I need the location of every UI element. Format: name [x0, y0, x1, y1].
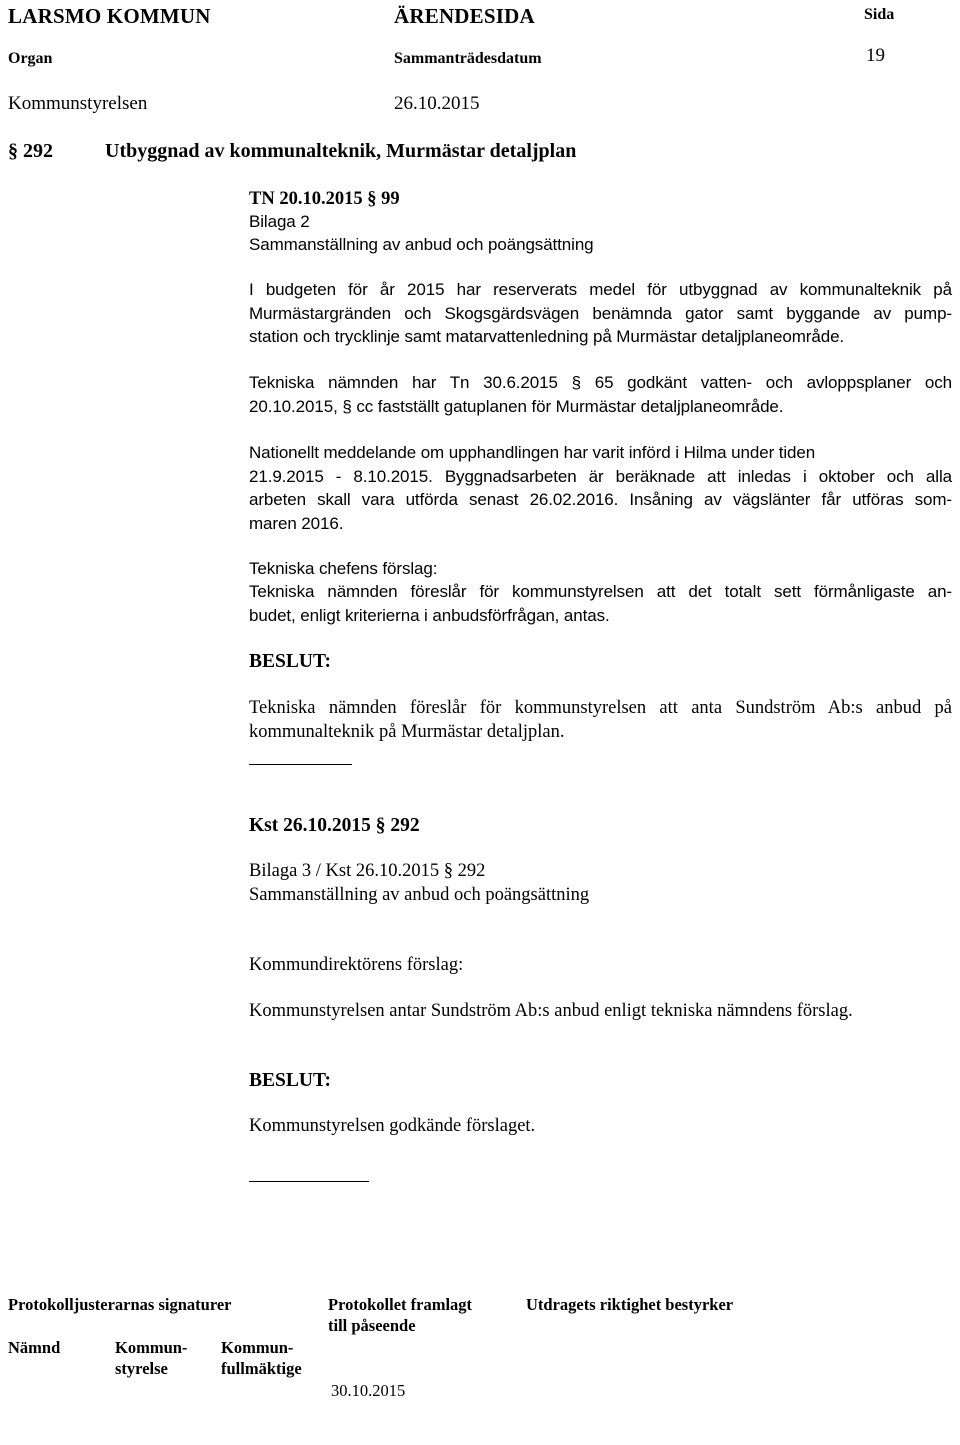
footer-col-fullmaktige [221, 1337, 302, 1379]
divider-line [249, 1181, 369, 1182]
paragraph-line: Tekniska nämnden föreslår för kommunstyrelsen att det totalt sett förmånligaste an- [249, 582, 952, 601]
tn-decision-text: 65 godkänt vatten- och avloppsplaner och [594, 373, 952, 392]
kst-decision-text: Kommunstyrelsen godkände förslaget. [249, 1116, 536, 1136]
footer-col-line: fullmäktige [221, 1359, 302, 1378]
kst-decision-heading: BESLUT: [249, 1070, 331, 1091]
paragraph-symbol: § [342, 396, 352, 416]
paragraph-line: budet, enligt kriterierna i anbudsförfrågan, antas. [249, 605, 610, 625]
procurement-period: 21.9.2015 - 8.10.2015. [249, 466, 433, 486]
section-number: 292 [23, 140, 53, 162]
organ-value: Kommunstyrelsen [8, 93, 148, 114]
kst-attachment-label: Bilaga 3 / Kst 26.10.2015 [249, 861, 440, 881]
kst-attachment [249, 860, 485, 884]
kst-attachment-title: Sammanställning av anbud och poängsättning [249, 885, 590, 905]
divider-line [249, 764, 352, 765]
kst-reference-date: Kst 26.10.2015 [249, 815, 371, 836]
page-number: 19 [866, 45, 885, 66]
kst-proposal-heading: Kommundirektörens förslag: [249, 955, 464, 975]
tn-decision-text: cc fastställt gatuplanen för Murmästar detaljplaneområde. [356, 396, 784, 416]
section-heading: Utbyggnad av kommunalteknik, Murmästar detaljplan [105, 140, 577, 162]
footer-presented-heading [328, 1294, 472, 1336]
paragraph-line: station och trycklinje samt matarvattenledning på Murmästar detaljplaneområde. [249, 327, 845, 346]
footer-presented-date: 30.10.2015 [331, 1381, 406, 1400]
section-symbol: § [8, 140, 18, 162]
footer-col-namnd: Nämnd [8, 1338, 61, 1357]
tn-decision-text: Tekniska nämnden har Tn 30.6.2015 [249, 373, 558, 392]
footer-col-kommunstyrelse [115, 1337, 187, 1379]
footer-col-line: Kommun- [115, 1338, 188, 1357]
page-label: Sida [864, 6, 895, 23]
footer-signatures-heading: Protokolljusterarnas signaturer [8, 1295, 232, 1314]
kst-attachment-symbol: § [443, 861, 454, 881]
paragraph-line: arbeten skall vara utförda senast 26.02.2016. Insåning av vägslänter får utföras som- [249, 490, 952, 509]
attachment-title: Sammanställning av anbud och poängsättning [249, 235, 594, 254]
organ-label: Organ [8, 50, 53, 67]
footer-verified-heading: Utdragets riktighet bestyrker [526, 1295, 734, 1314]
footer-presented-heading-line: till påseende [328, 1316, 416, 1335]
tn-reference-number: 99 [381, 189, 400, 209]
procurement-text: Byggnadsarbeten är beräknade att inledas i oktober och alla [444, 466, 952, 486]
kst-reference-number: 292 [390, 815, 420, 836]
footer-col-line: styrelse [115, 1359, 168, 1378]
kst-reference [249, 815, 420, 837]
kst-proposal-text: Kommunstyrelsen antar Sundström Ab:s anbud enligt tekniska nämndens förslag. [249, 1001, 853, 1021]
proposal-heading: Tekniska chefens förslag: [249, 559, 438, 578]
paragraph-line: maren 2016. [249, 513, 344, 533]
paragraph-line: kommunalteknik på Murmästar detaljplan. [249, 721, 565, 742]
document-type: ÄRENDESIDA [394, 4, 535, 28]
kst-attachment-number: 292 [457, 861, 486, 881]
tn-reference [249, 188, 400, 212]
paragraph-line: Murmästargränden och Skogsgärdsvägen benämnda gator samt byggande av pump- [249, 303, 952, 323]
paragraph-line [249, 371, 952, 395]
kst-reference-symbol: § [375, 815, 386, 836]
tn-reference-symbol: § [367, 189, 377, 209]
paragraph-tn-decisions [249, 371, 952, 418]
footer-presented-heading-line: Protokollet framlagt [328, 1295, 473, 1314]
paragraph-line [249, 465, 952, 489]
meeting-date-value: 26.10.2015 [394, 93, 480, 114]
paragraph-line: Tekniska nämnden föreslår för kommunstyrelsen att anta Sundström Ab:s anbud på [249, 698, 952, 718]
tn-reference-prefix: TN 20.10.2015 [249, 189, 363, 209]
attachment-label: Bilaga 2 [249, 212, 310, 231]
tn-decision-date: 20.10.2015, [249, 396, 338, 416]
paragraph-procurement [249, 441, 952, 535]
municipality-name: LARSMO KOMMUN [8, 4, 211, 28]
paragraph-line [249, 395, 952, 419]
proposal-text [249, 580, 952, 627]
paragraph-line: I budgeten för år 2015 har reserverats medel för utbyggnad av kommunalteknik på [249, 280, 952, 299]
meeting-date-label: Sammanträdesdatum [394, 50, 542, 67]
decision-text [249, 697, 952, 744]
paragraph-line: Nationellt meddelande om upphandlingen har varit införd i Hilma under tiden [249, 443, 816, 462]
decision-heading: BESLUT: [249, 651, 331, 672]
paragraph-symbol: § [571, 373, 581, 392]
section-title [8, 140, 576, 163]
paragraph-budget [249, 278, 952, 349]
footer-col-line: Kommun- [221, 1338, 294, 1357]
